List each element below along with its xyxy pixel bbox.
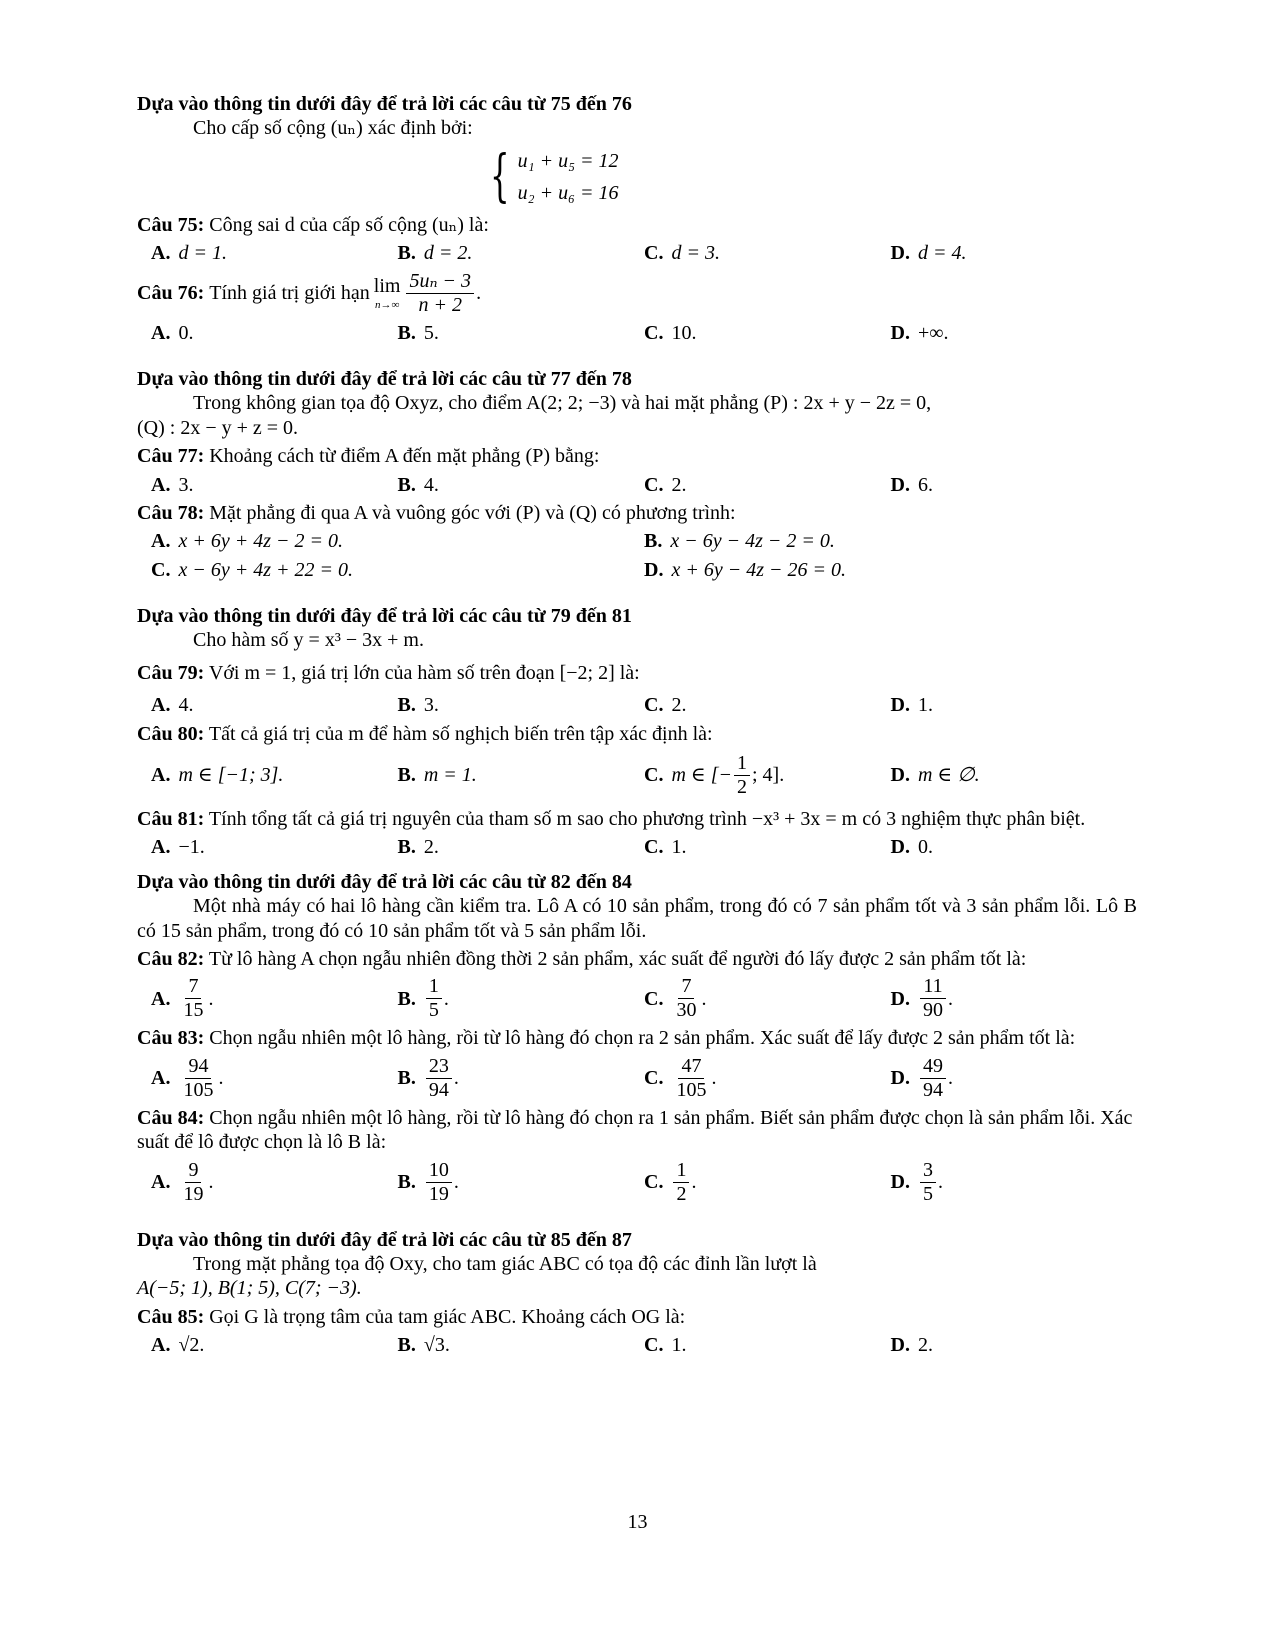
option-text: x + 6y + 4z − 2 = 0. — [178, 530, 343, 553]
option-text: d = 4. — [917, 242, 967, 265]
option-letter: B. — [397, 694, 416, 717]
option-text: 4. — [423, 473, 439, 496]
question-84 — [137, 1106, 1137, 1155]
options-row — [151, 1055, 1137, 1102]
option-letter: D. — [890, 321, 910, 344]
option-text: m = 1. — [423, 764, 477, 787]
option-c[interactable] — [644, 835, 891, 859]
option-c[interactable]: C. $\frac{1}{2}$ . — [644, 1158, 697, 1205]
denominator: 19 — [428, 1182, 449, 1205]
numerator: 9 — [185, 1159, 201, 1183]
equation-line: u₁ + u₅ = 12 — [517, 149, 619, 172]
option-text: √3. — [423, 1334, 450, 1357]
numerator: 1 — [673, 1159, 689, 1183]
option-c[interactable] — [644, 321, 891, 345]
fraction — [920, 1159, 936, 1206]
option-c[interactable] — [151, 558, 644, 582]
option-text: 2. — [917, 1334, 933, 1357]
option-letter: A. — [151, 694, 171, 717]
option-text: 4. — [178, 694, 194, 717]
numerator: 11 — [920, 975, 945, 999]
option-text: 10. — [671, 321, 697, 344]
option-letter: C. — [644, 764, 664, 787]
option-letter: C. — [644, 1067, 664, 1090]
option-b[interactable] — [398, 835, 645, 859]
denominator: 94 — [922, 1078, 943, 1101]
question-text: Với m = 1, giá trị lớn của hàm số trên đoạn [−2; 2] là: — [208, 661, 640, 684]
option-c[interactable] — [644, 241, 891, 265]
option-c[interactable] — [644, 693, 891, 717]
option-b[interactable] — [398, 241, 645, 265]
option-letter: A. — [151, 1170, 171, 1193]
option-letter: A. — [151, 530, 171, 553]
denominator: 30 — [676, 999, 697, 1022]
option-b[interactable] — [398, 321, 645, 345]
option-text: 6. — [917, 473, 933, 496]
question-label: Câu 75: — [137, 213, 205, 236]
question-label: Câu 83: — [137, 1027, 205, 1050]
option-text: 1. — [671, 1334, 687, 1357]
option-letter: D. — [890, 987, 910, 1010]
option-text: m ∈ ∅. — [917, 764, 980, 787]
option-letter: D. — [644, 558, 664, 581]
section-intro-75-76: Dựa vào thông tin dưới đây để trả lời các câu từ 75 đến 76 — [137, 93, 632, 115]
option-d[interactable] — [891, 473, 1138, 497]
option-d[interactable] — [891, 835, 1138, 859]
option-text: 2. — [423, 836, 439, 859]
question-text: Gọi G là trọng tâm của tam giác ABC. Khoảng cách OG là: — [209, 1305, 686, 1328]
option-text: 3. — [178, 473, 194, 496]
option-d[interactable] — [891, 241, 1138, 265]
question-85 — [137, 1305, 1137, 1329]
fraction — [920, 1055, 946, 1102]
numerator: 10 — [426, 1159, 452, 1183]
option-letter: A. — [151, 1334, 171, 1357]
question-text: Từ lô hàng A chọn ngẫu nhiên đồng thời 2 sản phẩm, xác suất để người đó lấy được 2 sản phẩm tốt là: — [208, 947, 1027, 970]
question-81 — [137, 807, 1137, 831]
options-row — [151, 1159, 1137, 1206]
option-letter: A. — [151, 987, 171, 1010]
question-78 — [137, 501, 1137, 525]
options-row — [151, 558, 1137, 582]
option-text: √2. — [178, 1334, 205, 1357]
question-label: Câu 81: — [137, 808, 205, 831]
option-a[interactable] — [151, 752, 398, 799]
option-b[interactable] — [644, 529, 1137, 553]
question-75 — [137, 213, 1137, 237]
question-label: Câu 84: — [137, 1106, 205, 1129]
options-row — [151, 241, 1137, 265]
option-b[interactable]: B. $\frac{10}{19}$ . — [397, 1158, 459, 1205]
question-label: Câu 85: — [137, 1305, 205, 1328]
option-letter: D. — [890, 1170, 910, 1193]
question-77 — [137, 444, 1137, 468]
section-intro-79-81: Dựa vào thông tin dưới đây để trả lời các câu từ 79 đến 81 — [137, 605, 632, 628]
option-text: 2. — [671, 694, 687, 717]
option-c[interactable] — [644, 1333, 891, 1357]
denominator: 2 — [676, 1182, 687, 1205]
numerator: 47 — [678, 1055, 704, 1079]
option-b[interactable] — [398, 752, 645, 799]
question-label: Câu 82: — [137, 947, 205, 970]
option-text: 2. — [671, 473, 687, 496]
limit-subscript: n→∞ — [374, 298, 400, 311]
limit-word: lim — [373, 275, 401, 298]
option-letter: C. — [151, 558, 171, 581]
option-a[interactable] — [151, 693, 398, 717]
option-letter: B. — [397, 1170, 416, 1193]
numerator: 49 — [920, 1055, 946, 1079]
option-letter: D. — [890, 764, 910, 787]
option-letter: B. — [397, 987, 416, 1010]
option-text: 0. — [178, 321, 194, 344]
option-c[interactable] — [644, 752, 891, 799]
denominator: 5 — [922, 1182, 933, 1205]
option-letter: D. — [890, 473, 910, 496]
option-letter: D. — [890, 1334, 910, 1357]
question-76 — [137, 270, 1137, 317]
option-a[interactable] — [151, 321, 398, 345]
question-text: Chọn ngẫu nhiên một lô hàng, rồi từ lô hàng đó chọn ra 1 sản phẩm. Biết sản phẩm được chọn là sản phẩm lỗi. Xác suất để lô được chọn là lô B là: — [137, 1106, 1133, 1154]
numerator: 7 — [678, 975, 694, 999]
option-d[interactable]: D. $\frac{49}{94}$ . — [890, 1054, 953, 1101]
options-row — [151, 835, 1137, 859]
denominator: 94 — [428, 1078, 449, 1101]
section-intro-85-87: Dựa vào thông tin dưới đây để trả lời các câu từ 85 đến 87 — [137, 1228, 632, 1251]
denominator: 15 — [183, 999, 204, 1022]
option-text: 1. — [671, 836, 687, 859]
option-letter: D. — [890, 836, 910, 859]
option-a[interactable] — [151, 473, 398, 497]
equation-line: u₂ + u₆ = 16 — [517, 181, 619, 204]
options-row — [151, 1333, 1137, 1357]
option-letter: B. — [397, 473, 416, 496]
question-text: Mặt phẳng đi qua A và vuông góc với (P) và (Q) có phương trình: — [209, 501, 736, 524]
option-text: d = 2. — [423, 242, 473, 265]
fraction — [734, 752, 750, 799]
options-row — [151, 529, 1137, 553]
question-text: Tất cả giá trị của m để hàm số nghịch biến trên tập xác định là: — [208, 722, 713, 745]
option-letter: A. — [151, 242, 171, 265]
question-82 — [137, 947, 1137, 971]
fraction — [426, 975, 442, 1022]
question-label: Câu 76: — [137, 281, 205, 304]
page-number: 13 — [627, 1511, 648, 1533]
fraction — [180, 1159, 206, 1206]
question-80 — [137, 722, 1137, 746]
numerator: 1 — [734, 752, 750, 776]
section-context: A(−5; 1), B(1; 5), C(7; −3). — [137, 1277, 362, 1300]
options-row — [151, 693, 1137, 717]
option-letter: A. — [151, 836, 171, 859]
option-a[interactable]: A. $\frac{94}{105}$ . — [151, 1054, 224, 1101]
option-d[interactable] — [891, 693, 1138, 717]
option-letter: D. — [890, 694, 910, 717]
section-context: (Q) : 2x − y + z = 0. — [137, 416, 299, 439]
option-letter: C. — [644, 473, 664, 496]
option-text: m ∈ [−1; 3]. — [178, 764, 284, 787]
option-a[interactable] — [151, 529, 644, 553]
option-letter: B. — [397, 242, 416, 265]
option-letter: B. — [397, 1334, 416, 1357]
option-a[interactable] — [151, 241, 398, 265]
option-letter: D. — [890, 242, 910, 265]
option-a[interactable]: A. $\frac{9}{19}$ . — [151, 1158, 214, 1205]
option-text: x − 6y + 4z + 22 = 0. — [178, 558, 353, 581]
exam-page — [137, 92, 1137, 1360]
denominator: 90 — [922, 999, 943, 1022]
question-text: Tính giá trị giới hạn — [209, 281, 370, 304]
fraction — [673, 975, 699, 1022]
options-row — [151, 321, 1137, 345]
question-label: Câu 77: — [137, 445, 205, 468]
option-text: x − 6y − 4z − 2 = 0. — [670, 530, 835, 553]
option-d[interactable]: D. $\frac{11}{90}$ . — [890, 975, 953, 1022]
brace-symbol: { — [490, 143, 510, 209]
option-b[interactable] — [398, 473, 645, 497]
option-letter: A. — [151, 1067, 171, 1090]
option-text: 5. — [423, 321, 439, 344]
fraction — [426, 1159, 452, 1206]
section-context: Một nhà máy có hai lô hàng cần kiểm tra. Lô A có 10 sản phẩm, trong đó có 7 sản phẩm tốt và 3 sản phẩm lỗi. Lô B có 15 sản phẩm, trong đó có 10 sản phẩm tốt và 5 sản phẩm lỗi. — [137, 895, 1137, 942]
option-text: 0. — [917, 836, 933, 859]
option-text: d = 1. — [178, 242, 227, 265]
option-letter: B. — [397, 1067, 416, 1090]
option-letter: A. — [151, 321, 171, 344]
limit-expression — [374, 274, 401, 312]
option-b[interactable]: B. $\frac{23}{94}$ . — [397, 1054, 459, 1101]
numerator: 94 — [185, 1055, 211, 1079]
option-letter: C. — [644, 1170, 664, 1193]
question-text: Tính tổng tất cả giá trị nguyên của tham số m sao cho phương trình −x³ + 3x = m có 3 nghiệm thực phân biệt. — [208, 808, 1086, 831]
option-letter: C. — [644, 694, 664, 717]
option-c[interactable]: C. $\frac{47}{105}$ . — [644, 1054, 717, 1101]
option-text: +∞. — [917, 321, 949, 344]
option-text: ; 4]. — [751, 764, 785, 787]
options-row — [151, 473, 1137, 497]
option-c[interactable] — [644, 473, 891, 497]
option-text: d = 3. — [671, 242, 720, 265]
option-c[interactable]: C. $\frac{7}{30}$ . — [644, 975, 707, 1022]
option-letter: C. — [644, 321, 664, 344]
denominator: n + 2 — [418, 293, 462, 316]
option-letter: C. — [644, 987, 664, 1010]
numerator: 7 — [185, 975, 201, 999]
option-letter: B. — [397, 764, 416, 787]
option-b[interactable] — [398, 1333, 645, 1357]
denominator: 19 — [183, 1182, 204, 1205]
denominator: 2 — [736, 776, 747, 799]
question-label: Câu 80: — [137, 722, 205, 745]
denominator: 5 — [428, 999, 439, 1022]
options-row — [151, 752, 1137, 799]
option-text: 3. — [423, 694, 439, 717]
option-letter: D. — [890, 1067, 910, 1090]
option-letter: B. — [397, 836, 416, 859]
question-83 — [137, 1026, 1137, 1050]
option-text: x + 6y − 4z − 26 = 0. — [671, 558, 846, 581]
numerator: 23 — [426, 1055, 452, 1079]
option-letter: A. — [151, 473, 171, 496]
fraction — [180, 975, 206, 1022]
option-b[interactable] — [398, 693, 645, 717]
fraction — [920, 975, 946, 1022]
option-d[interactable]: D. $\frac{3}{5}$ . — [890, 1158, 943, 1205]
option-text: −1. — [178, 836, 205, 859]
question-text: Khoảng cách từ điểm A đến mặt phẳng (P) bằng: — [209, 445, 600, 468]
option-letter: C. — [644, 242, 664, 265]
denominator: 105 — [183, 1078, 214, 1101]
equation-system — [482, 145, 1137, 209]
option-a[interactable]: A. $\frac{7}{15}$ . — [151, 975, 214, 1022]
section-intro-82-84: Dựa vào thông tin dưới đây để trả lời các câu từ 82 đến 84 — [137, 870, 632, 893]
option-letter: C. — [644, 836, 664, 859]
fraction — [673, 1159, 689, 1206]
numerator: 3 — [920, 1159, 936, 1183]
options-row — [151, 975, 1137, 1022]
option-d[interactable] — [891, 1333, 1138, 1357]
numerator: 1 — [426, 975, 442, 999]
question-text: Chọn ngẫu nhiên một lô hàng, rồi từ lô hàng đó chọn ra 2 sản phẩm. Xác suất để lấy được 2 sản phẩm tốt là: — [209, 1027, 1076, 1050]
denominator: 105 — [676, 1078, 707, 1101]
option-text: m ∈ [− — [671, 764, 732, 787]
section-intro-77-78: Dựa vào thông tin dưới đây để trả lời các câu từ 77 đến 78 — [137, 367, 632, 390]
option-d[interactable] — [891, 752, 1138, 799]
question-label: Câu 79: — [137, 661, 205, 684]
fraction — [426, 1055, 452, 1102]
fraction — [673, 1055, 709, 1102]
question-79 — [137, 661, 1137, 685]
fraction — [180, 1055, 216, 1102]
option-letter: B. — [644, 530, 663, 553]
section-context: Trong không gian tọa độ Oxyz, cho điểm A(2; 2; −3) và hai mặt phẳng (P) : 2x + y − 2z = 0, — [193, 392, 932, 415]
option-a[interactable] — [151, 835, 398, 859]
option-text: 1. — [917, 694, 933, 717]
option-letter: B. — [397, 321, 416, 344]
option-d[interactable] — [644, 558, 1137, 582]
section-context: Cho cấp số cộng (uₙ) xác định bởi: — [193, 117, 473, 140]
fraction — [406, 270, 474, 317]
option-letter: C. — [644, 1334, 664, 1357]
option-d[interactable] — [891, 321, 1138, 345]
question-text: Công sai d của cấp số cộng (uₙ) là: — [209, 213, 489, 236]
numerator: 5uₙ − 3 — [406, 270, 474, 294]
option-letter: A. — [151, 764, 171, 787]
section-context: Cho hàm số y = x³ − 3x + m. — [193, 629, 424, 652]
option-a[interactable] — [151, 1333, 398, 1357]
period: . — [476, 281, 482, 304]
option-b[interactable]: B. $\frac{1}{5}$ . — [397, 975, 449, 1022]
question-label: Câu 78: — [137, 501, 205, 524]
section-context: Trong mặt phẳng tọa độ Oxy, cho tam giác ABC có tọa độ các đỉnh lần lượt là — [193, 1252, 817, 1275]
